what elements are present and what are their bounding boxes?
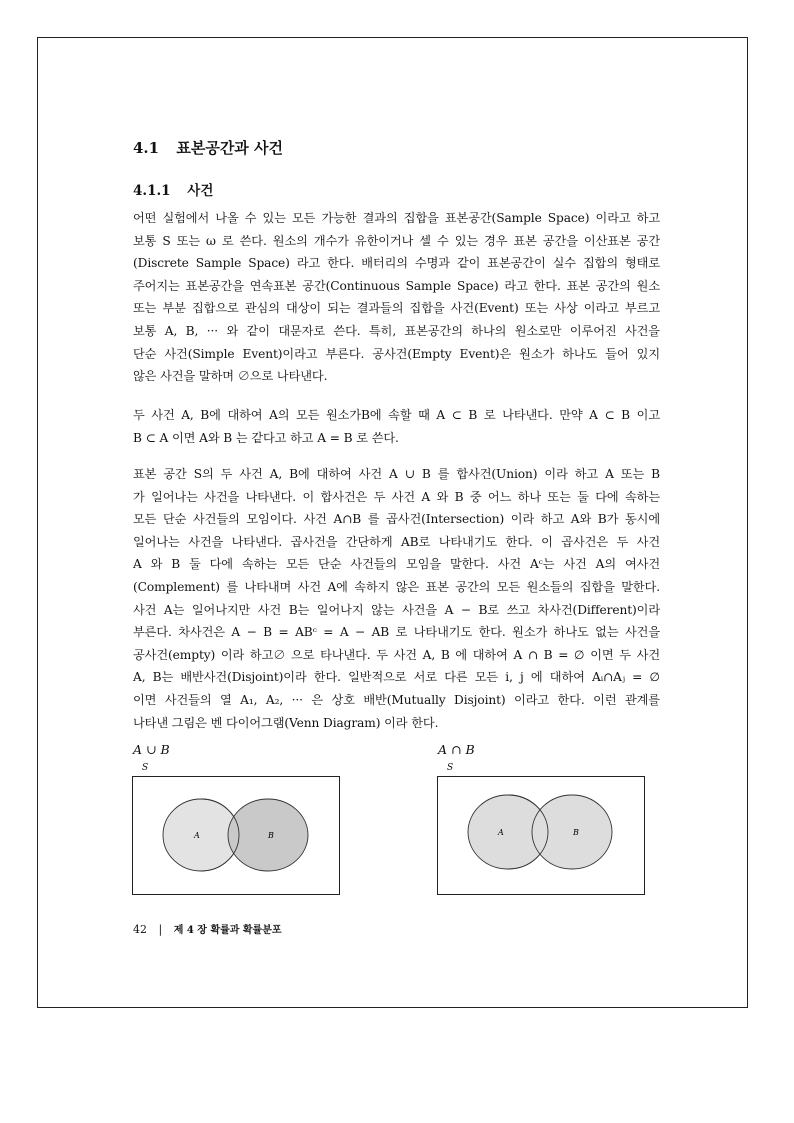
text-line: 않은 사건을 말하며 ∅으로 나타낸다. (133, 369, 328, 384)
text-line: 나타낸 그림은 벤 다이어그램(Venn Diagram) 이라 한다. (133, 715, 439, 730)
text-line: 주어지는 표본공간을 연속표본 공간(Continuous Sample Space) 라고 한다. 표본 공간의 원소 (133, 278, 660, 293)
section-title: 표본공간과 사건 (176, 139, 283, 157)
text-line: A 와 B 둘 다에 속하는 모든 단순 사건들의 모임을 말한다. 사건 Aᶜ는 사건 A의 여사건 (133, 557, 660, 572)
venn-intersection-space-label: S (447, 763, 454, 773)
set-b-label: B (573, 828, 579, 837)
text-line: 공사건(empty) 이라 하고∅ 으로 타나낸다. 두 사건 A, B 에 대하여 A ∩ B = ∅ 이면 두 사건 (133, 647, 660, 662)
venn-union-diagram (132, 776, 340, 896)
text-line: 어떤 실험에서 나올 수 있는 모든 가능한 결과의 집합을 표본공간(Sample Space) 이라고 하고 (133, 211, 660, 225)
text-line: 일어나는 사건을 나타낸다. 곱사건을 간단하게 AB로 나타내기도 한다. 이 곱사건은 두 사건 (133, 534, 660, 549)
page-number: 42 (133, 923, 147, 936)
venn-union-space-label: S (142, 763, 149, 773)
section-number: 4.1 (133, 139, 160, 157)
text-line: 또는 부분 집합으로 관심의 대상이 되는 결과들의 집합을 사건(Event) 또는 사상 이라고 부르고 (133, 301, 660, 316)
text-line: 표본 공간 S의 두 사건 A, B에 대하여 사건 A ∪ B 를 합사건(Union) 이라 하고 A 또는 B (133, 467, 660, 481)
subsection-heading (133, 179, 213, 199)
text-line: B ⊂ A 이면 A와 B 는 같다고 하고 A = B 로 쓴다. (133, 430, 399, 445)
set-b-label: B (268, 831, 274, 840)
text-line: A, B는 배반사건(Disjoint)이라 한다. 일반적으로 서로 다른 모든 i, j 에 대하여 Aᵢ∩Aⱼ = ∅ (133, 670, 660, 685)
venn-intersection-diagram (437, 776, 645, 896)
text-line: 가 일어나는 사건을 나타낸다. 이 합사건은 두 사건 A 와 B 중 어느 하나 또는 둘 다에 속하는 (133, 489, 660, 504)
text-line: (Complement) 를 나타내며 사건 A에 속하지 않은 표본 공간의 모든 원소들의 집합을 말한다. (133, 579, 660, 594)
set-a-label: A (498, 828, 504, 837)
set-a-label: A (194, 831, 200, 840)
subsection-number: 4.1.1 (133, 183, 171, 199)
chapter-title: 제 4 장 확률과 확률분포 (173, 925, 282, 936)
footer-separator: | (158, 923, 163, 936)
text-line: 보통 S 또는 ω 로 쓴다. 원소의 개수가 유한이거나 셀 수 있는 경우 표본 공간을 이산표본 공간 (133, 233, 660, 248)
text-line: 사건 A는 일어나지만 사건 B는 일어나지 않는 사건을 A − B로 쓰고 차사건(Different)이라 (133, 602, 660, 617)
text-line: 단순 사건(Simple Event)이라고 부른다. 공사건(Empty Event)은 원소가 하나도 들어 있지 (133, 346, 660, 361)
paragraph-set-operations (133, 463, 660, 734)
paragraph-subset (133, 404, 660, 449)
venn-union-title: A ∪ B (133, 742, 170, 757)
circle-b (532, 795, 612, 869)
subsection-title: 사건 (187, 183, 214, 199)
section-heading (133, 137, 283, 158)
text-line: 보통 A, B, ··· 와 같이 대문자로 쓴다. 특히, 표본공간의 하나의 원소로만 이루어진 사건을 (133, 323, 660, 338)
text-line: (Discrete Sample Space) 라고 한다. 배터리의 수명과 같이 표본공간이 실수 집합의 형태로 (133, 256, 660, 271)
text-line: 부른다. 차사건은 A − B = ABᶜ = A − AB 로 나타내기도 한다. 원소가 하나도 없는 사건을 (133, 625, 660, 640)
venn-intersection-title: A ∩ B (438, 742, 475, 757)
paragraph-sample-space (133, 207, 660, 388)
page-footer (133, 921, 282, 936)
text-line: 두 사건 A, B에 대하여 A의 모든 원소가B에 속할 때 A ⊂ B 로 나타낸다. 만약 A ⊂ B 이고 (133, 408, 660, 422)
text-line: 모든 단순 사건들의 모임이다. 사건 A∩B 를 곱사건(Intersection) 이라 하고 A와 B가 동시에 (133, 512, 660, 527)
text-line: 이면 사건들의 열 A₁, A₂, ··· 은 상호 배반(Mutually Disjoint) 이라고 한다. 이런 관계를 (133, 692, 660, 707)
